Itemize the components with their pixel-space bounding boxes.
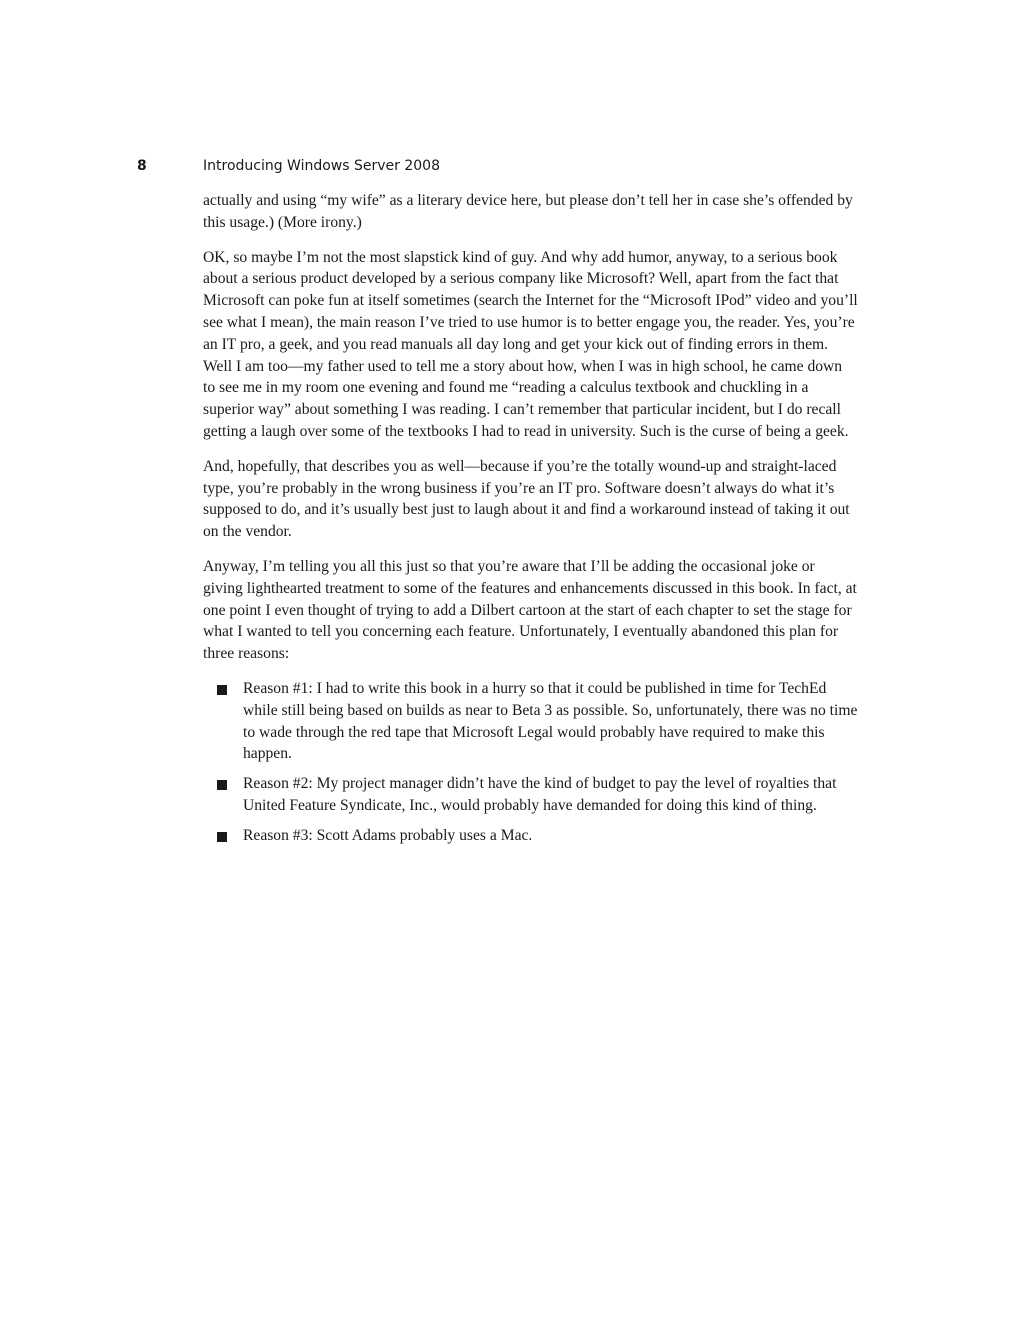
list-item bbox=[203, 773, 858, 817]
paragraph: actually and using “my wife” as a literary device here, but please don’t tell her in case she’s offended by this usage.) (More irony.) bbox=[203, 192, 853, 231]
square-bullet-icon bbox=[217, 832, 227, 842]
reasons-list bbox=[203, 678, 858, 847]
list-item bbox=[203, 825, 858, 847]
list-item-text: Reason #2: My project manager didn’t have the kind of budget to pay the level of royalties that United Feature Syndicate, Inc., would probably have demanded for doing this kind of thing. bbox=[243, 775, 837, 814]
paragraph: Anyway, I’m telling you all this just so that you’re aware that I’ll be adding the occasional joke or giving lighthearted treatment to some of the features and enhancements discussed in this book. In fact, at one point I even thought of trying to add a Dilbert cartoon at the start of each chapter to set the stage for what I wanted to tell you concerning each feature. Unfortunately, I eventually abandoned this plan for three reasons: bbox=[203, 557, 857, 663]
square-bullet-icon bbox=[217, 685, 227, 695]
running-title: Introducing Windows Server 2008 bbox=[203, 158, 440, 174]
list-item-text: Reason #1: I had to write this book in a hurry so that it could be published in time for TechEd while still being based on builds as near to Beta 3 as possible. So, unfortunately, there was no time to wade through the red tape that Microsoft Legal would probably have required to make this happen. bbox=[243, 679, 858, 763]
page-number: 8 bbox=[137, 158, 147, 174]
list-item-text: Reason #3: Scott Adams probably uses a Mac. bbox=[243, 826, 533, 844]
paragraph: OK, so maybe I’m not the most slapstick kind of guy. And why add humor, anyway, to a serious book about a serious product developed by a serious company like Microsoft? Well, apart from the fact that Microsoft can poke fun at itself sometimes (search the Internet for the “Microsoft IPod” video and you’ll see what I mean), the main reason I’ve tried to use humor is to better engage you, the reader. Yes, you’re an IT pro, a geek, and you read manuals all day long and get your kick out of finding errors in them. Well I am too—my father used to tell me a story about how, when I was in high school, he came down to see me in my room one evening and found me “reading a calculus textbook and chuckling in a superior way” about something I was reading. I can’t remember that particular incident, but I do recall getting a laugh over some of the textbooks I had to read in university. Such is the curse of being a geek. bbox=[203, 248, 858, 440]
list-item bbox=[203, 678, 858, 765]
body-text bbox=[203, 190, 858, 855]
square-bullet-icon bbox=[217, 780, 227, 790]
paragraph: And, hopefully, that describes you as well—because if you’re the totally wound-up and straight-laced type, you’re probably in the wrong business if you’re an IT pro. Software doesn’t always do what it’s supposed to do, and it’s usually best just to laugh about it and find a workaround instead of taking it out on the vendor. bbox=[203, 457, 850, 541]
running-header bbox=[137, 156, 857, 176]
